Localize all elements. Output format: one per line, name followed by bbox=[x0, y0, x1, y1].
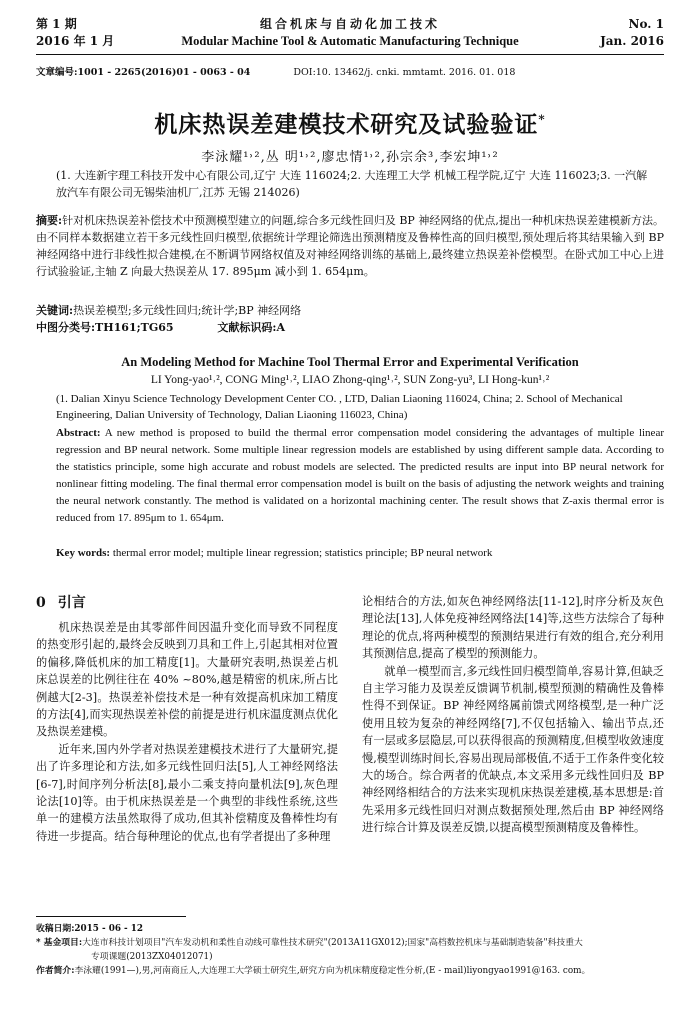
author-info bbox=[36, 964, 664, 978]
keywords-cn-label: 关键词: bbox=[36, 304, 74, 317]
received-date-text: 收稿日期:2015 - 06 - 12 bbox=[36, 924, 143, 934]
clc-number: 中图分类号:TH161;TG65 bbox=[36, 321, 174, 334]
running-header bbox=[36, 16, 664, 56]
section-number: 0 bbox=[36, 595, 46, 611]
body-column-left bbox=[36, 593, 338, 845]
date-en: Jan. 2016 bbox=[600, 34, 664, 48]
paragraph: 机床热误差是由其零部件间因温升变化而导致不同程度的热变形引起的,最终会反映到刀具和工件上,引起其相对位置的偏移,降低机床的加工精度[1]。大量研究表明,热误差占机床总误差的比例往往在 40% ~80%,越是精密的机床,所占比例越大[2-3]。热误差补偿技术是一种有效提高机床加工精度的方法[4],而实现热误差补偿的前提是进行机床温度测点优化及热误差建模。 bbox=[36, 621, 338, 739]
fund-text: 大连市科技计划项目"汽车发动机和柔性自动线可靠性技术研究"(2013A11GX012);国家"高档数控机床与基础制造装备"科技重大 bbox=[82, 938, 583, 948]
doi: DOI:10. 13462/j. cnki. mmtamt. 2016. 01. 018 bbox=[293, 67, 516, 78]
english-affiliation: (1. Dalian Xinyu Science Technology Development Center CO. , LTD, Dalian Liaoning 116024, China; 2. School of Mechanical Engineering, Dalian University of Technology, Dalian Liaoning 116023, China) bbox=[56, 393, 623, 421]
paper-title-text: 机床热误差建模技术研究及试验验证 bbox=[154, 111, 539, 138]
author-label: 作者简介: bbox=[36, 966, 75, 976]
keywords-cn-text: 热误差模型;多元线性回归;统计学;BP 神经网络 bbox=[73, 304, 302, 317]
fund-label: * 基金项目: bbox=[36, 938, 83, 948]
author-text: 李泳耀(1991—),男,河南商丘人,大连理工大学硕士研究生,研究方向为机床精度稳定性分析,(E - mail)liyongyao1991@163. com。 bbox=[74, 966, 591, 976]
english-authors: LI Yong-yao¹˒², CONG Ming¹˒², LIAO Zhong-qing¹˒², SUN Zong-yu³, LI Hong-kun¹˒² bbox=[150, 374, 550, 386]
paragraph: 近年来,国内外学者对热误差建模技术进行了大量研究,提出了许多理论和方法,如多元线性回归法[5],人工神经网络法[6-7],时间序列分析法[8],最小二乘支持向量机法[9],灰色理论法[10]等。由于机床热误差是一个典型的非线性系统,这些单一的建模方法虽然取得了成功,但其补偿精度及鲁棒性均有待进一步提高。结合每种理论的优点,也有学者提出了多种理 bbox=[36, 742, 338, 843]
header-rule bbox=[36, 54, 664, 55]
header-right bbox=[600, 16, 664, 50]
journal-name-cn: 组合机床与自动化加工技术 bbox=[259, 17, 440, 31]
english-keywords-text: thermal error model; multiple linear regression; statistics principle; BP neural network bbox=[112, 547, 493, 559]
section-title: 引言 bbox=[57, 595, 86, 611]
abstract-cn-label: 摘要: bbox=[36, 214, 63, 227]
english-keywords-label: Key words: bbox=[56, 547, 111, 559]
date-cn: 2016 年 1 月 bbox=[36, 34, 115, 48]
section-heading bbox=[36, 593, 338, 613]
body-column-right bbox=[362, 593, 664, 837]
abstract-cn bbox=[36, 212, 664, 280]
classification bbox=[36, 319, 664, 336]
article-meta bbox=[36, 64, 664, 78]
authors-cn: 李泳耀¹˒²,丛 明¹˒²,廖忠情¹˒²,孙宗余³,李宏坤¹˒² bbox=[201, 150, 499, 165]
footnotes bbox=[36, 922, 664, 978]
english-title: An Modeling Method for Machine Tool Thermal Error and Experimental Verification bbox=[121, 355, 579, 369]
title-fund-mark: * bbox=[538, 112, 546, 127]
paper-title bbox=[36, 106, 664, 139]
issue-en: No. 1 bbox=[628, 17, 664, 31]
document-code: 文献标识码:A bbox=[217, 321, 286, 334]
english-abstract-label: Abstract: bbox=[56, 427, 101, 439]
paragraph: 论相结合的方法,如灰色神经网络法[11-12],时序分析及灰色理论法[13],人体免疫神经网络法[14]等,这些方法综合了每种理论的优点,将两种模型的预测结果进行有效的组合,充分利用其预测信息,提高了模型的预测能力。 bbox=[362, 595, 664, 661]
article-number: 文章编号:1001 - 2265(2016)01 - 0063 - 04 bbox=[36, 67, 251, 78]
issue-cn: 第 1 期 bbox=[36, 17, 77, 31]
paragraph: 就单一模型而言,多元线性回归模型简单,容易计算,但缺乏自主学习能力及误差反馈调节机制,模型预测的精确性及鲁棒性得不到保证。BP 神经网络属前馈式网络模型,是一种广泛使用且较为复杂的神经网络[7],不仅包括输入、输出节点,还有一层或多层隐层,可以获得很高的预测精度,但模型收敛速度慢,模型训练时间长,容易出现局部极值,不适于工作条件变化较大的场合。综合两者的优缺点,本文采用多元线性回归及 BP 神经网络相结合的方法来实现机床热误差建模,基本思想是:首先采用多元线性回归对测点数据预处理,然后由 BP 神经网络进行综合计算及误差反馈,以提高模型预测精度及鲁棒性。 bbox=[362, 664, 664, 835]
keywords-cn bbox=[36, 302, 664, 319]
fund-info-cont: 专项课题(2013ZX04012071) bbox=[91, 952, 213, 962]
affiliation-cn: (1. 大连新宇理工科技开发中心有限公司,辽宁 大连 116024;2. 大连理工大学 机械工程学院,辽宁 大连 116023;3. 一汽解放汽车有限公司无锡柴油机厂,江苏 无锡 214026) bbox=[56, 169, 648, 199]
abstract-cn-text: 针对机床热误差补偿技术中预测模型建立的问题,综合多元线性回归及 BP 神经网络的优点,提出一种机床热误差建模新方法。由不同样本数据建立若干多元线性回归模型,依据统计学理论筛选出预测精度及鲁棒性高的回归模型,预处理后将其结果输入到 BP 神经网络中进行非线性拟合建模,在不断调节网络权值及对神经网络训练的基础上,最终建立热误差补偿模型。在卧式加工中心上进行试验验证,主轴 Z 向最大热误差从 17. 895μm 减小到 1. 654μm。 bbox=[36, 214, 664, 278]
english-abstract bbox=[56, 425, 664, 527]
received-date bbox=[36, 922, 664, 936]
header-center bbox=[36, 16, 664, 50]
english-abstract-text: A new method is proposed to build the thermal error compensation model considering the advantages of multiple linear regression and BP neural network. Some multiple linear regression models are established by using different sample data. According to the statistics principle, some high accurate and robust models are selected. The predicted results are input into BP neural network for nonlinear fitting modeling. The final thermal error compensation model is built on the basis of adjusting the network weights and training the neural network constantly. The method is validated on a horizontal machining center. The result shows that Z-axis thermal error is reduced from 17. 895μm to 1. 654μm. bbox=[56, 427, 664, 524]
fund-info bbox=[36, 936, 664, 950]
footnote-rule bbox=[36, 916, 186, 917]
english-keywords bbox=[56, 545, 664, 562]
journal-name-en: Modular Machine Tool & Automatic Manufacturing Technique bbox=[181, 34, 519, 48]
